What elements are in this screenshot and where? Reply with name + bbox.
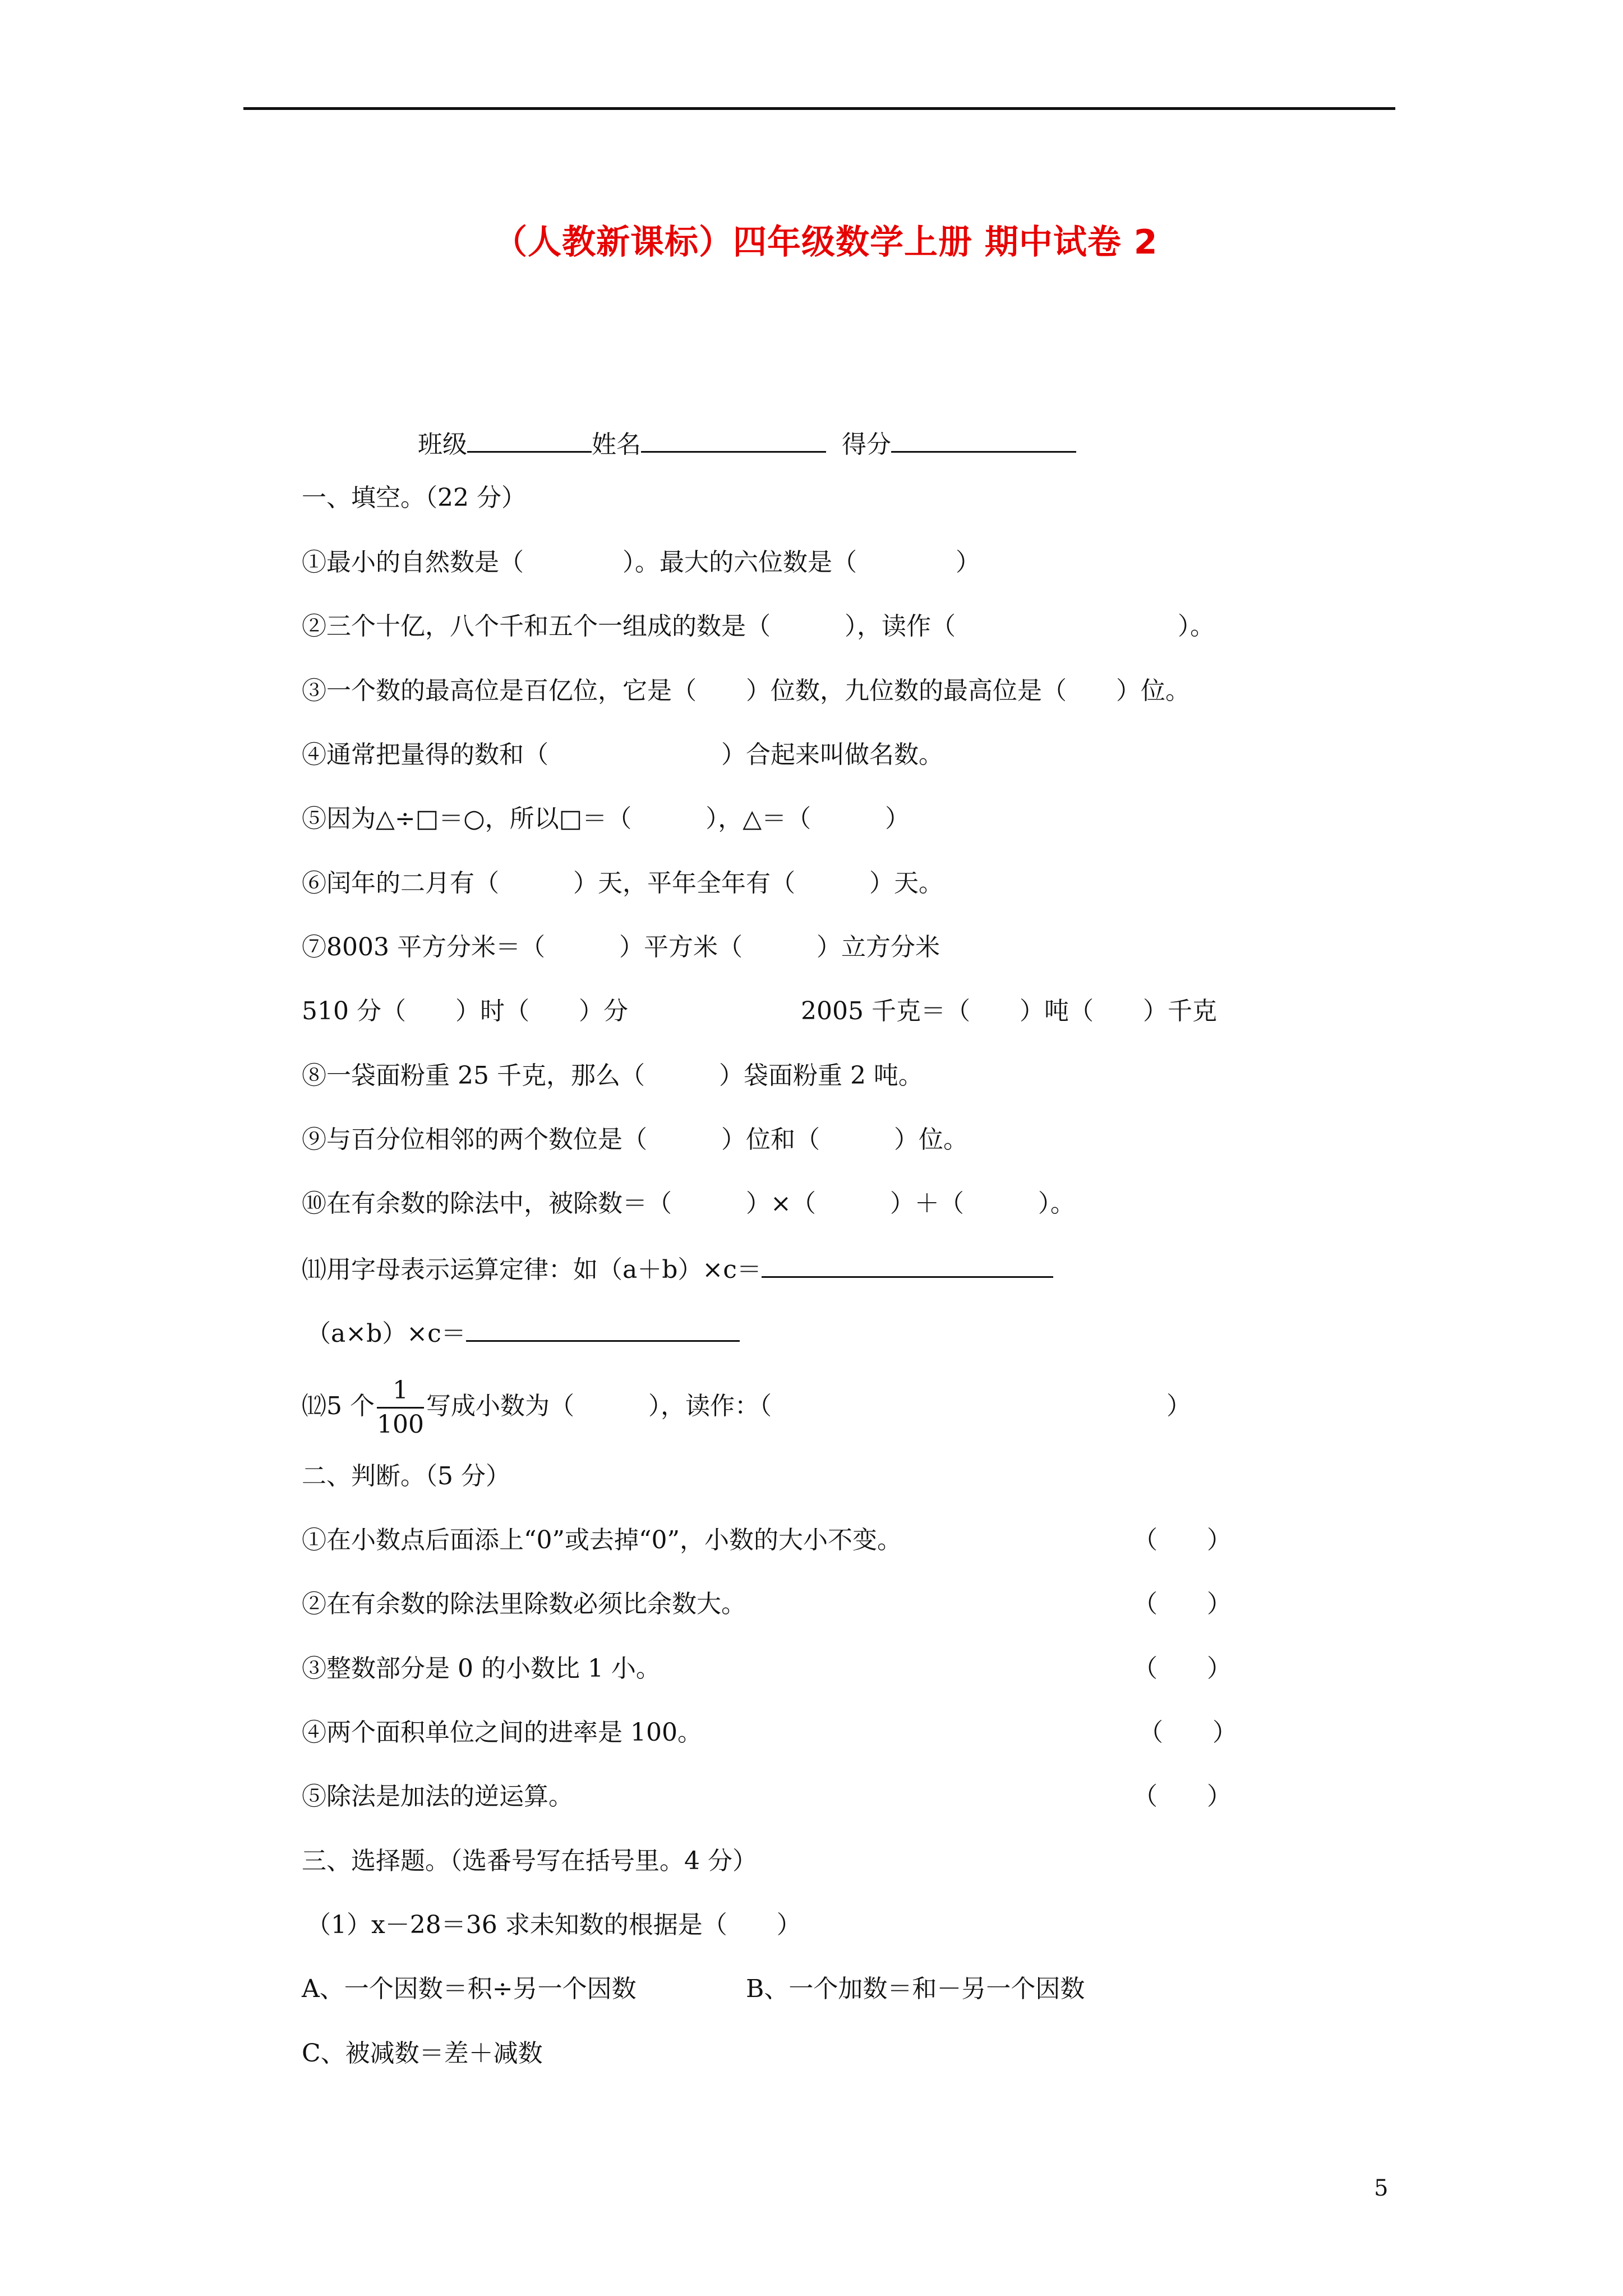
question-1-5: ⑤因为△÷□＝○，所以□＝（ ），△＝（ ） xyxy=(302,804,910,833)
question-1-1: ①最小的自然数是（ ）。最大的六位数是（ ） xyxy=(302,548,980,577)
question-1-11b xyxy=(306,1315,740,1351)
fraction-numerator: 1 xyxy=(377,1374,424,1409)
student-info-line xyxy=(418,426,1076,462)
choice-option-b[interactable]: B、一个加数＝和－另一个因数 xyxy=(746,1975,1085,2003)
question-1-11b-text: （a×b）×c＝ xyxy=(306,1319,466,1348)
judge-bracket-4[interactable]: （ ） xyxy=(1138,1718,1237,1747)
score-blank[interactable] xyxy=(891,426,1076,453)
judge-item-5: ⑤除法是加法的逆运算。 xyxy=(302,1782,573,1811)
class-blank[interactable] xyxy=(467,426,592,453)
question-1-10: ⑩在有余数的除法中，被除数＝（ ）×（ ）＋（ ）。 xyxy=(302,1189,1075,1218)
choice-option-c[interactable]: C、被减数＝差＋减数 xyxy=(302,2039,543,2068)
page-title: （人教新课标）四年级数学上册 期中试卷 2 xyxy=(494,223,1158,262)
question-1-4: ④通常把量得的数和（ ）合起来叫做名数。 xyxy=(302,740,943,769)
section3-heading: 三、选择题。（选番号写在括号里。4 分） xyxy=(302,1847,757,1875)
question-1-7b-mass: 2005 千克＝（ ）吨（ ）千克 xyxy=(801,997,1217,1025)
section1-heading: 一、填空。（22 分） xyxy=(302,484,526,512)
page-number: 5 xyxy=(1374,2175,1389,2201)
judge-bracket-5[interactable]: （ ） xyxy=(1133,1782,1232,1811)
score-label: 得分 xyxy=(841,430,891,459)
question-1-12 xyxy=(302,1374,1191,1441)
fraction xyxy=(377,1374,424,1441)
question-1-12-prefix: ⑿5 个 xyxy=(302,1392,375,1420)
question-1-8: ⑧一袋面粉重 25 千克，那么（ ）袋面粉重 2 吨。 xyxy=(302,1061,923,1090)
answer-blank-11a[interactable] xyxy=(762,1251,1053,1278)
question-1-6: ⑥闰年的二月有（ ）天，平年全年有（ ）天。 xyxy=(302,869,943,898)
judge-item-3: ③整数部分是 0 的小数比 1 小。 xyxy=(302,1654,661,1683)
choice-question-1: （1）x－28＝36 求未知数的根据是（ ） xyxy=(306,1911,801,1939)
choice-option-a[interactable]: A、一个因数＝积÷另一个因数 xyxy=(302,1975,637,2003)
class-label: 班级 xyxy=(418,430,467,459)
question-1-11a-text: ⑾用字母表示运算定律：如（a＋b）×c＝ xyxy=(302,1255,762,1284)
question-1-12-suffix: 写成小数为（ ），读作：（ ） xyxy=(426,1392,1191,1420)
question-1-2: ②三个十亿，八个千和五个一组成的数是（ ），读作（ ）。 xyxy=(302,612,1215,641)
answer-blank-11b[interactable] xyxy=(466,1315,740,1342)
judge-bracket-2[interactable]: （ ） xyxy=(1133,1590,1232,1618)
question-1-3: ③一个数的最高位是百亿位，它是（ ）位数，九位数的最高位是（ ）位。 xyxy=(302,677,1190,705)
judge-item-1: ①在小数点后面添上“0”或去掉“0”，小数的大小不变。 xyxy=(302,1526,902,1554)
judge-item-4: ④两个面积单位之间的进率是 100。 xyxy=(302,1718,702,1747)
name-blank[interactable] xyxy=(641,426,826,453)
question-1-11a xyxy=(302,1251,1053,1287)
judge-bracket-3[interactable]: （ ） xyxy=(1133,1654,1232,1683)
name-label: 姓名 xyxy=(592,430,641,459)
judge-bracket-1[interactable]: （ ） xyxy=(1133,1526,1232,1554)
judge-item-2: ②在有余数的除法里除数必须比余数大。 xyxy=(302,1590,746,1618)
question-1-7b-time: 510 分（ ）时（ ）分 xyxy=(302,997,628,1025)
fraction-denominator: 100 xyxy=(376,1410,424,1439)
section2-heading: 二、判断。（5 分） xyxy=(302,1462,510,1490)
question-1-7a: ⑦8003 平方分米＝（ ）平方米（ ）立方分米 xyxy=(302,933,940,961)
top-rule xyxy=(243,107,1395,110)
question-1-9: ⑨与百分位相邻的两个数位是（ ）位和（ ）位。 xyxy=(302,1125,968,1154)
